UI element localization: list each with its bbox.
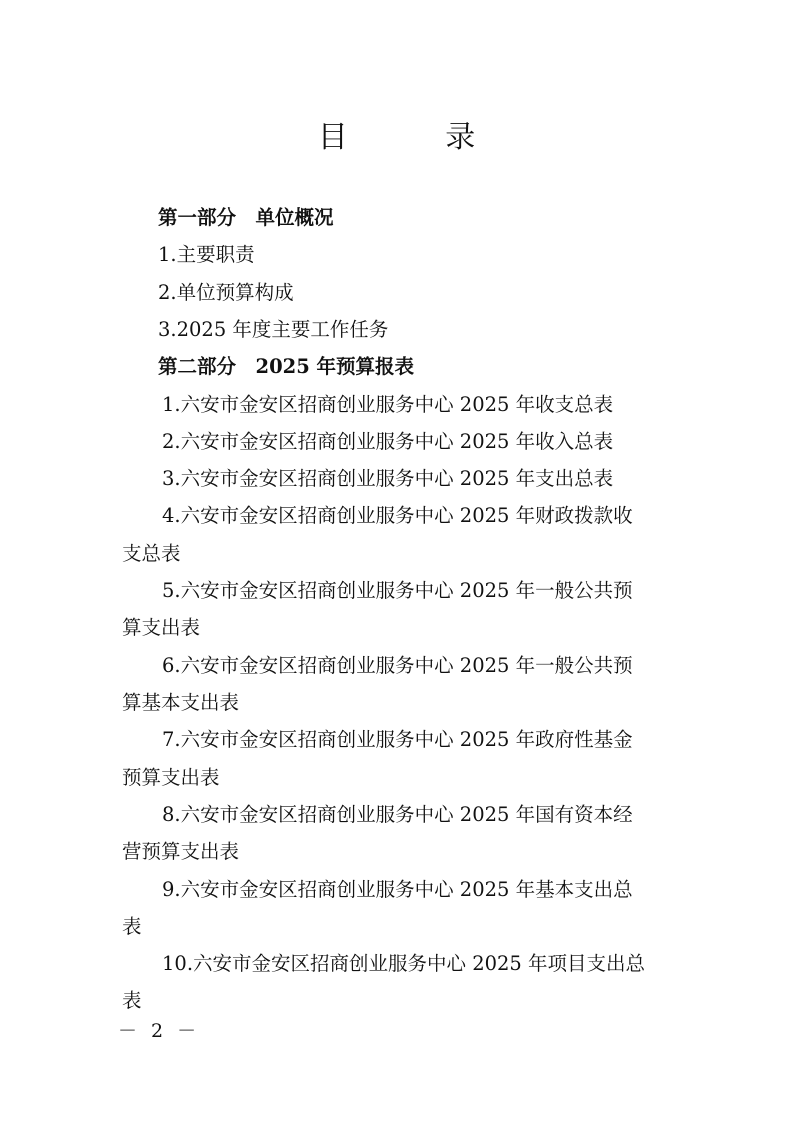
toc-item[interactable]: 6.六安市金安区招商创业服务中心 2025 年一般公共预 bbox=[162, 654, 633, 677]
page-number: － 2 － bbox=[118, 1020, 201, 1042]
toc-item[interactable]: 10.六安市金安区招商创业服务中心 2025 年项目支出总 bbox=[162, 952, 646, 975]
toc-item-continuation[interactable]: 支总表 bbox=[122, 542, 181, 565]
toc-item[interactable]: 7.六安市金安区招商创业服务中心 2025 年政府性基金 bbox=[162, 728, 633, 751]
toc-item[interactable]: 1.主要职责 bbox=[158, 243, 255, 266]
toc-item-continuation[interactable]: 表 bbox=[122, 915, 142, 938]
toc-item-continuation[interactable]: 表 bbox=[122, 989, 142, 1012]
toc-item-continuation[interactable]: 预算支出表 bbox=[122, 766, 220, 789]
part2-heading[interactable]: 第二部分 2025 年预算报表 bbox=[158, 355, 415, 378]
toc-item-continuation[interactable]: 营预算支出表 bbox=[122, 840, 240, 863]
toc-item-continuation[interactable]: 算基本支出表 bbox=[122, 691, 240, 714]
part1-heading[interactable]: 第一部分 单位概况 bbox=[158, 206, 334, 229]
toc-title: 目 录 bbox=[317, 120, 520, 155]
toc-item[interactable]: 3.六安市金安区招商创业服务中心 2025 年支出总表 bbox=[162, 467, 614, 490]
toc-item[interactable]: 8.六安市金安区招商创业服务中心 2025 年国有资本经 bbox=[162, 803, 633, 826]
toc-item[interactable]: 4.六安市金安区招商创业服务中心 2025 年财政拨款收 bbox=[162, 504, 633, 527]
toc-item[interactable]: 3.2025 年度主要工作任务 bbox=[158, 318, 389, 341]
toc-item[interactable]: 2.六安市金安区招商创业服务中心 2025 年收入总表 bbox=[162, 430, 614, 453]
toc-item[interactable]: 2.单位预算构成 bbox=[158, 281, 294, 304]
toc-item[interactable]: 1.六安市金安区招商创业服务中心 2025 年收支总表 bbox=[162, 393, 614, 416]
toc-item-continuation[interactable]: 算支出表 bbox=[122, 616, 201, 639]
toc-item[interactable]: 5.六安市金安区招商创业服务中心 2025 年一般公共预 bbox=[162, 579, 633, 602]
toc-item[interactable]: 9.六安市金安区招商创业服务中心 2025 年基本支出总 bbox=[162, 878, 633, 901]
